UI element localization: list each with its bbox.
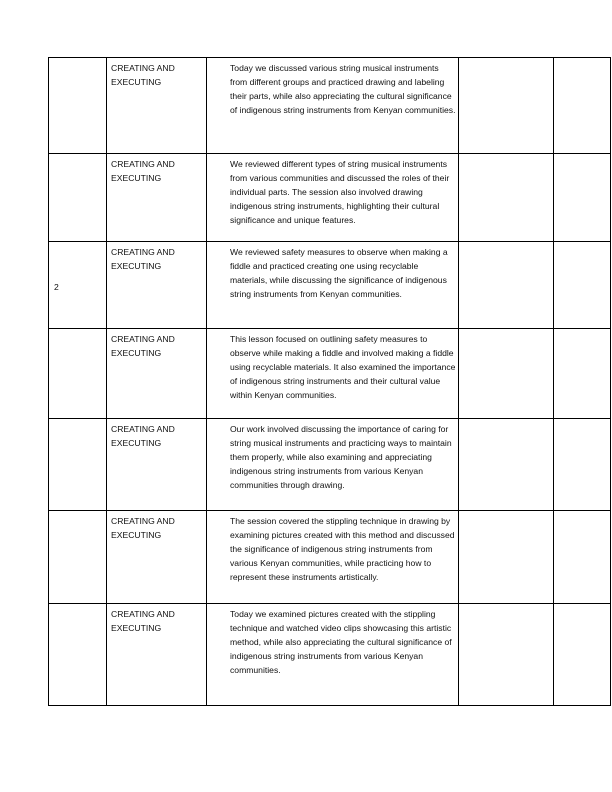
table-row [49,604,611,706]
week-cell [49,154,107,242]
empty-cell [554,242,611,329]
empty-cell [459,329,554,419]
empty-cell [554,511,611,604]
description-cell: Today we discussed various string musical instruments from different groups and practiced drawing and labeling their parts, while also appreciating the cultural significance of indigenous string instruments from Kenyan communities. [207,58,459,154]
empty-cell [554,419,611,511]
lesson-table [48,57,611,706]
empty-cell [554,154,611,242]
strand-cell: CREATING AND EXECUTING [107,154,207,242]
empty-cell [459,154,554,242]
strand-cell: CREATING AND EXECUTING [107,242,207,329]
description-cell: Today we examined pictures created with the stippling technique and watched video clips showcasing this artistic method, while also appreciating the cultural significance of indigenous string instruments from various Kenyan communities. [207,604,459,706]
empty-cell [459,604,554,706]
week-cell [49,58,107,154]
week-cell: 2 [49,242,107,329]
description-cell: The session covered the stippling technique in drawing by examining pictures created with this method and discussed the significance of indigenous string instruments from various Kenyan communities, while practicing how to represent these instruments artistically. [207,511,459,604]
table-row [49,511,611,604]
description-cell: Our work involved discussing the importance of caring for string musical instruments and practicing ways to maintain them properly, while also examining and appreciating indigenous string instruments from various Kenyan communities through drawing. [207,419,459,511]
week-cell [49,511,107,604]
table-row [49,58,611,154]
strand-cell: CREATING AND EXECUTING [107,604,207,706]
empty-cell [459,419,554,511]
empty-cell [554,58,611,154]
empty-cell [459,242,554,329]
empty-cell [554,329,611,419]
description-cell: We reviewed safety measures to observe when making a fiddle and practiced creating one using recyclable materials, while discussing the significance of indigenous string instruments from Kenyan communities. [207,242,459,329]
strand-cell: CREATING AND EXECUTING [107,511,207,604]
strand-cell: CREATING AND EXECUTING [107,329,207,419]
strand-cell: CREATING AND EXECUTING [107,419,207,511]
week-cell [49,419,107,511]
empty-cell [459,511,554,604]
empty-cell [554,604,611,706]
table-row [49,329,611,419]
week-cell [49,329,107,419]
strand-cell: CREATING AND EXECUTING [107,58,207,154]
table-row [49,242,611,329]
empty-cell [459,58,554,154]
week-cell [49,604,107,706]
table-row [49,154,611,242]
table-row [49,419,611,511]
description-cell: We reviewed different types of string musical instruments from various communities and discussed the roles of their individual parts. The session also involved drawing indigenous string instruments, highlighting their cultural significance and unique features. [207,154,459,242]
description-cell: This lesson focused on outlining safety measures to observe while making a fiddle and involved making a fiddle using recyclable materials. It also examined the importance of indigenous string instruments and their cultural value within Kenyan communities. [207,329,459,419]
